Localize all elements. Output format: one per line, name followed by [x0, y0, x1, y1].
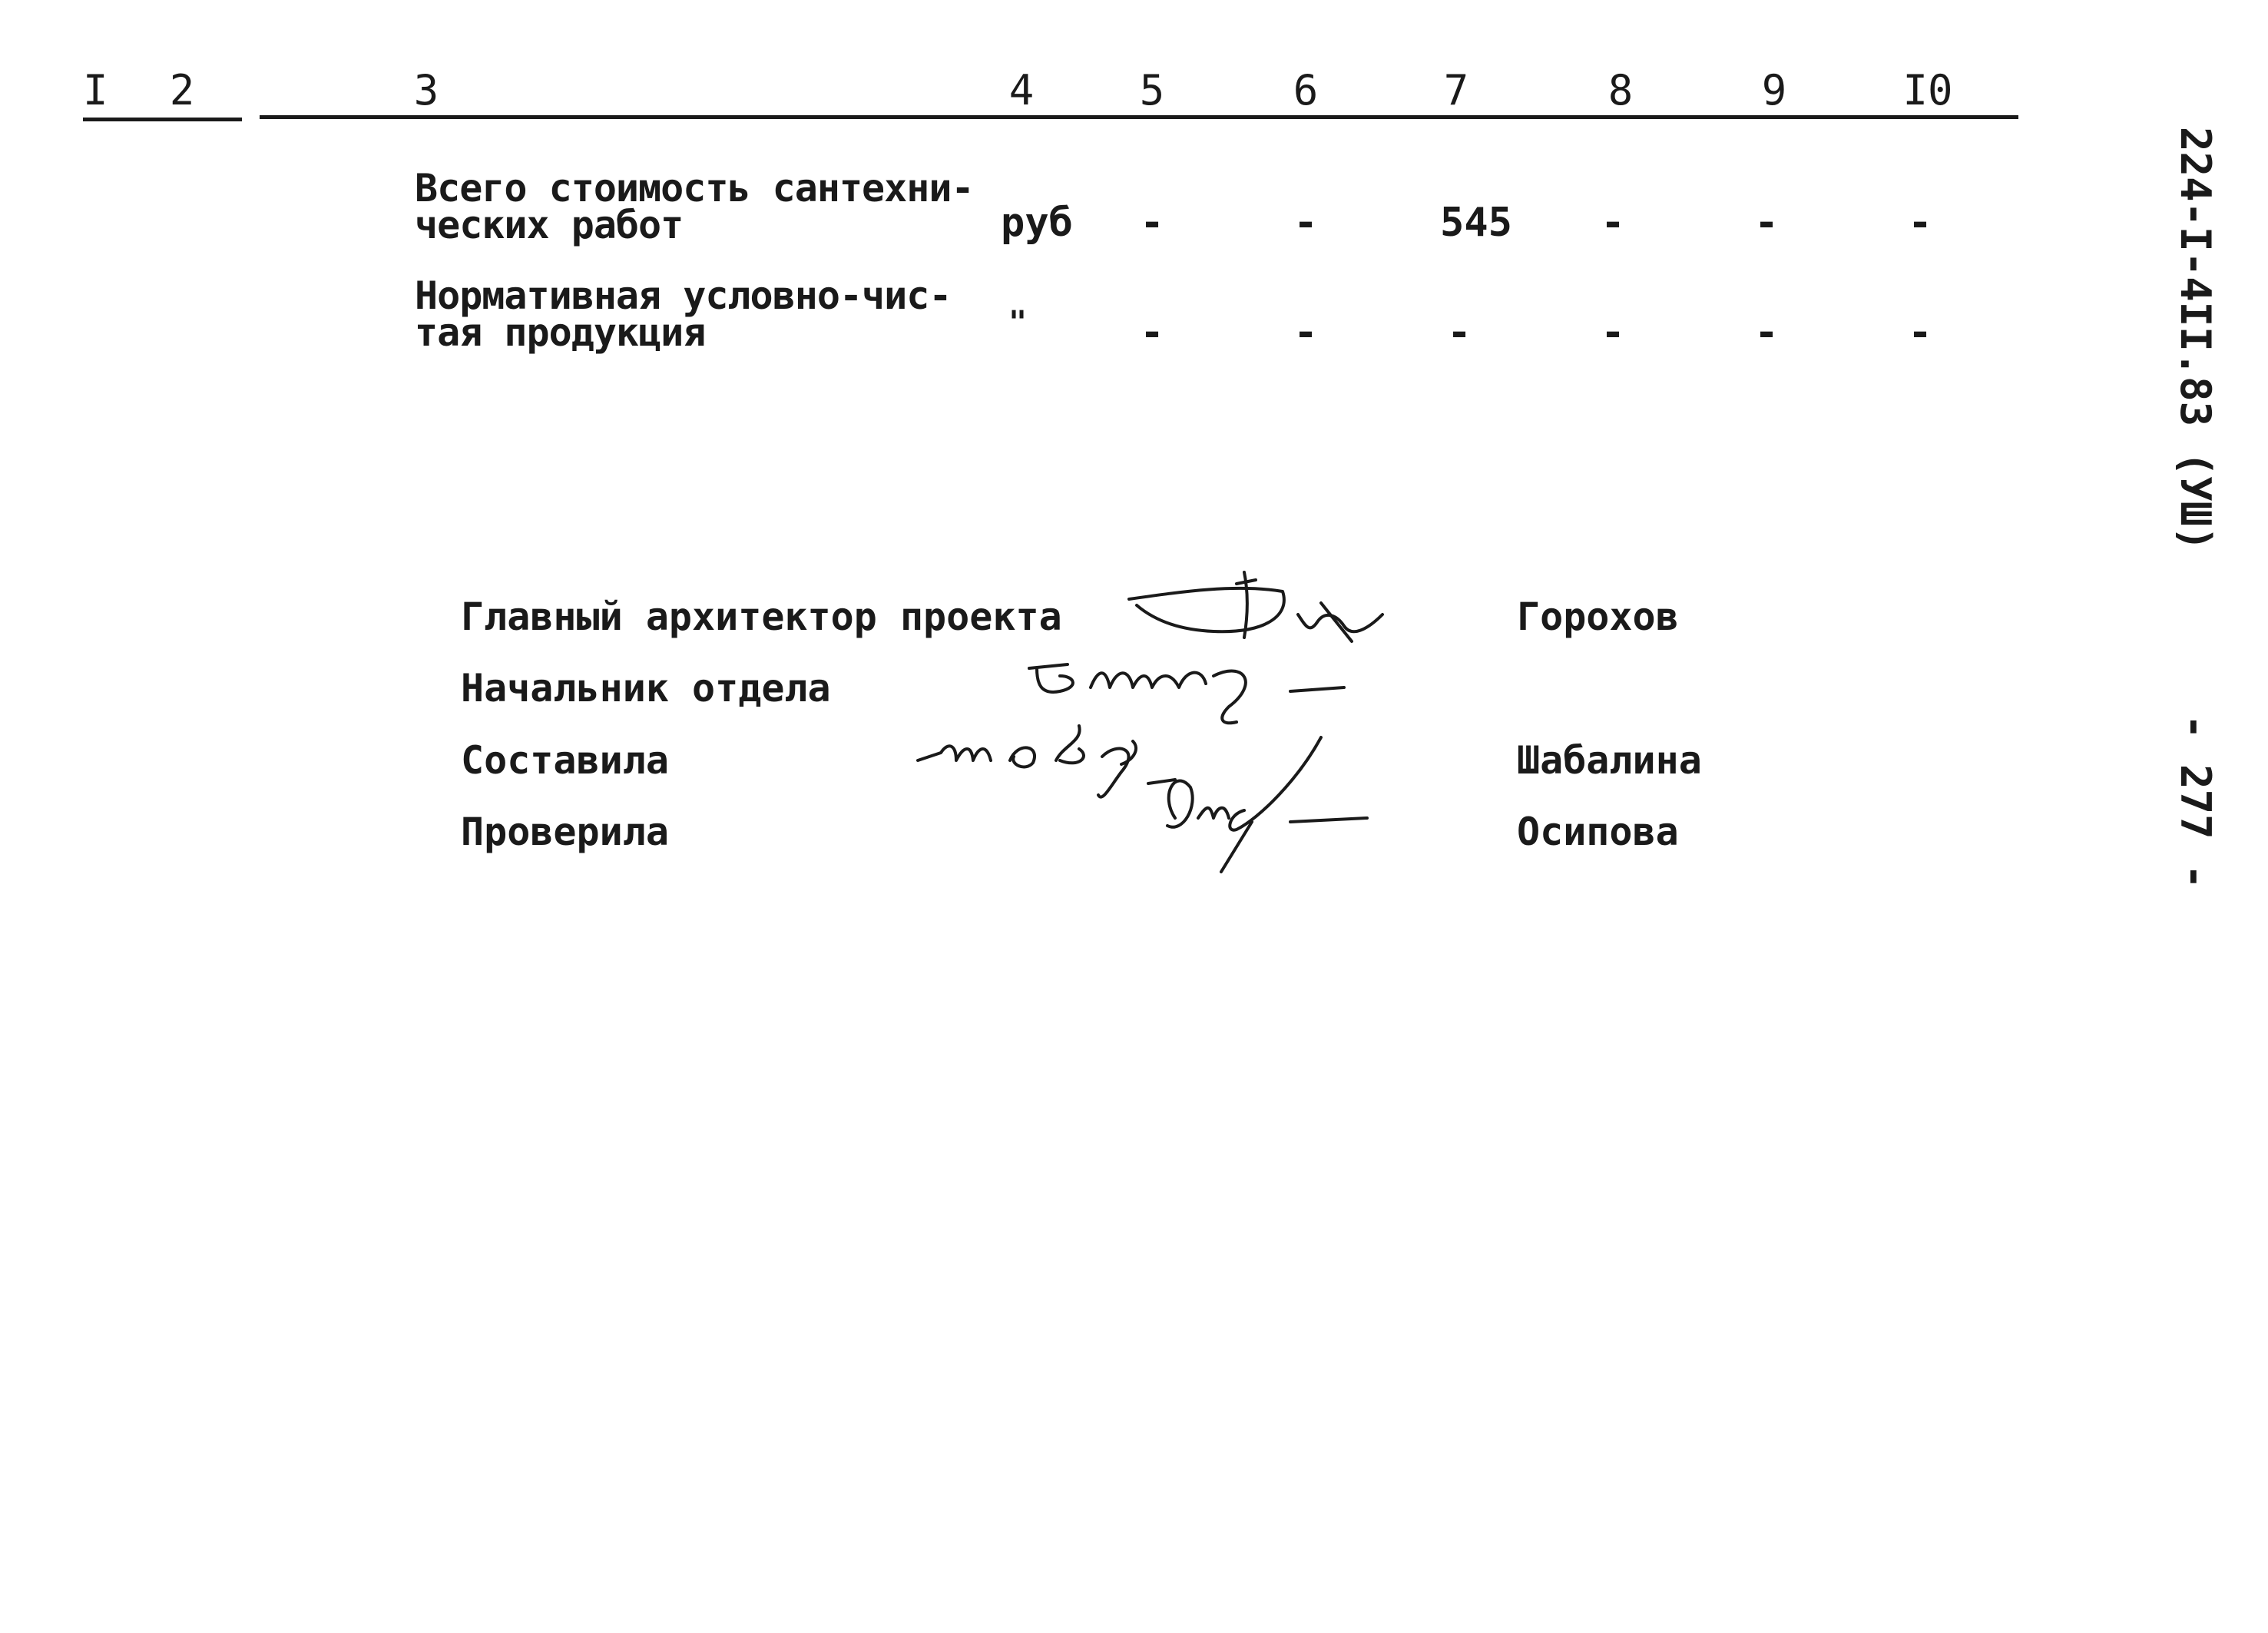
signature-role-checked-by: Проверила — [461, 810, 669, 854]
column-header-2: 2 — [169, 66, 195, 114]
row-2-description-line-2: тая продукция — [415, 310, 706, 355]
row-2-col-7: - — [1447, 310, 1472, 356]
signature-name-checked-by: Осипова — [1517, 810, 1679, 854]
row-1-unit: руб — [1001, 200, 1073, 246]
signature-name-compiled-by: Шабалина — [1517, 738, 1702, 783]
column-header-10: I0 — [1902, 66, 1953, 114]
row-1-col-6: - — [1293, 200, 1318, 246]
document-code: 224-I-4II.83 (УШ) — [2171, 127, 2220, 552]
signature-role-chief-architect: Главный архитектор проекта — [461, 595, 1062, 639]
row-2-col-8: - — [1601, 310, 1625, 356]
header-rule-main — [260, 115, 2018, 119]
column-header-9: 9 — [1761, 66, 1787, 114]
row-1-col-8: - — [1601, 200, 1625, 246]
row-2-col-9: - — [1754, 310, 1779, 356]
row-2-col-5: - — [1140, 310, 1164, 356]
row-1-col-10: - — [1908, 200, 1932, 246]
page-number: - 277 - — [2171, 714, 2220, 889]
row-1-description-line-2: ческих работ — [415, 203, 684, 247]
column-header-7: 7 — [1443, 66, 1469, 114]
column-header-6: 6 — [1293, 66, 1319, 114]
column-header-1: I — [83, 66, 108, 114]
row-2-unit: " — [1008, 305, 1028, 340]
signature-name-chief-architect: Горохов — [1517, 595, 1679, 639]
row-2-description-line-1: Нормативная условно-чис- — [415, 273, 952, 318]
header-rule-left — [83, 118, 242, 121]
row-1-description-line-1: Всего стоимость сантехни- — [415, 166, 974, 210]
column-header-3: 3 — [413, 66, 439, 114]
row-1-col-9: - — [1754, 200, 1779, 246]
row-2-col-6: - — [1293, 310, 1318, 356]
signature-role-compiled-by: Составила — [461, 738, 669, 783]
row-1-col-5: - — [1140, 200, 1164, 246]
row-1-col-7: 545 — [1440, 200, 1512, 246]
column-header-8: 8 — [1607, 66, 1634, 114]
column-header-4: 4 — [1008, 66, 1035, 114]
column-header-5: 5 — [1139, 66, 1165, 114]
signature-role-department-head: Начальник отдела — [461, 666, 831, 711]
handwritten-signature-4 — [1144, 734, 1390, 879]
row-2-col-10: - — [1908, 310, 1932, 356]
